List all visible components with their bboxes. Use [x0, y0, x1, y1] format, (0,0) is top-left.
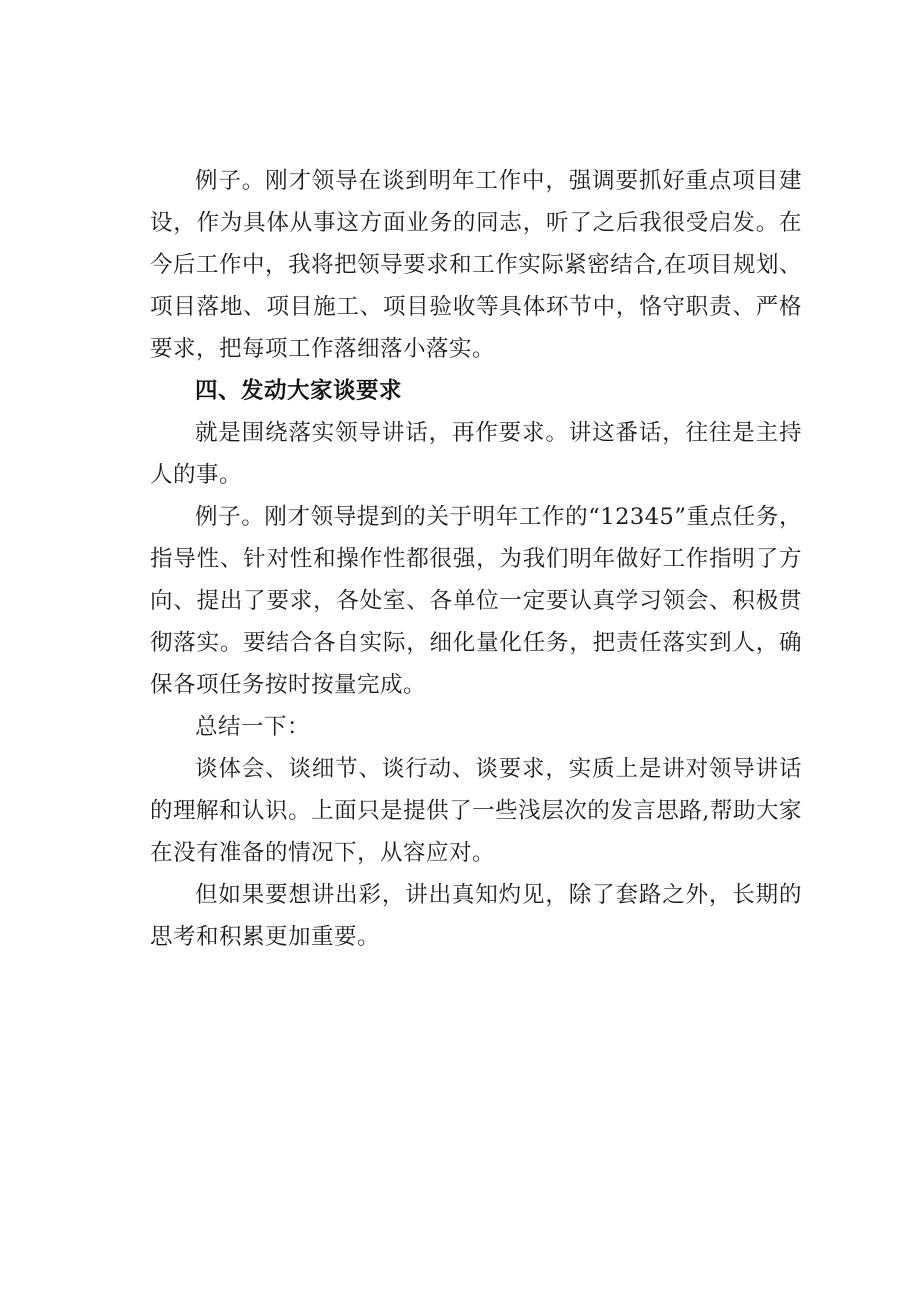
paragraph-summary: 谈体会、谈细节、谈行动、谈要求，实质上是讲对领导讲话的理解和认识。上面只是提供了一些浅层次的发言思路,帮助大家在没有准备的情况下，从容应对。	[150, 756, 802, 866]
section-heading: 四、发动大家谈要求	[195, 378, 403, 404]
paragraph-example-tasks: 例子。刚才领导提到的关于明年工作的“12345”重点任务，指导性、针对性和操作性都很强，为我们明年做好工作指明了方向、提出了要求，各处室、各单位一定要认真学习领会、积极贯彻落实。要结合各自实际，细化量化任务，把责任落实到人，确保各项任务按时按量完成。	[150, 504, 802, 698]
paragraph-conclusion: 但如果要想讲出彩，讲出真知灼见，除了套路之外，长期的思考和积累更加重要。	[150, 882, 802, 950]
paragraph-requirements-intro: 就是围绕落实领导讲话，再作要求。讲这番话，往往是主持人的事。	[150, 420, 802, 488]
paragraph-example-projects: 例子。刚才领导在谈到明年工作中，强调要抓好重点项目建设，作为具体从事这方面业务的同志，听了之后我很受启发。在今后工作中，我将把领导要求和工作实际紧密结合,在项目规划、项目落地、项目施工、项目验收等具体环节中，恪守职责、严格要求，把每项工作落细落小落实。	[150, 168, 802, 362]
paragraph-summary-label: 总结一下：	[195, 714, 311, 740]
document-body	[150, 160, 802, 958]
